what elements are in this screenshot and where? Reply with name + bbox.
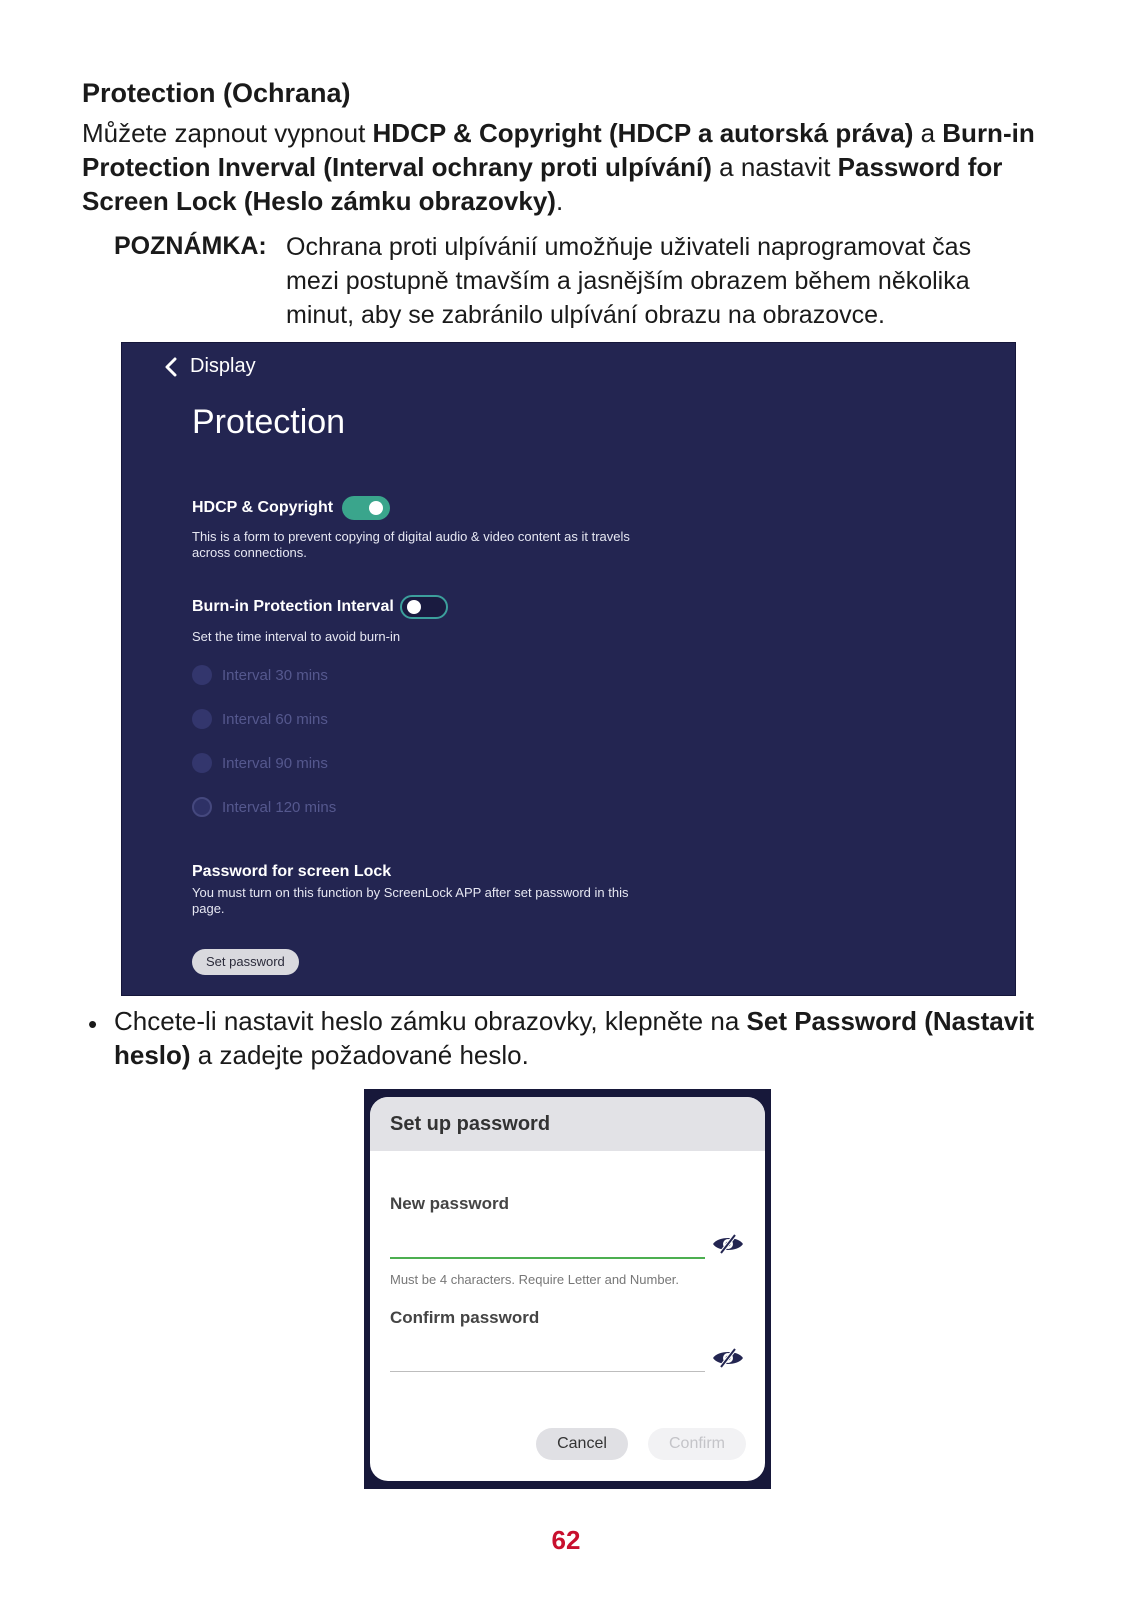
cancel-button[interactable]: Cancel [536,1428,628,1460]
intro-bold-burnin: Burn-in Protection Inverval (Interval ochrany proti ulpívání) [82,118,1035,182]
intro-paragraph [82,116,1062,218]
bullet-text-1: Chcete-li nastavit heslo zámku obrazovky, klepněte na [114,1006,747,1036]
note-text: Ochrana proti ulpívánií umožňuje uživateli naprogramovat čas mezi postupně tmavším a jasnějším obrazem během několika minut, aby se zabránilo ulpívání obrazu na obrazovce. [286,233,972,329]
password-hint: Must be 4 characters. Require Letter and Number. [390,1272,680,1287]
back-button[interactable] [164,355,256,378]
burnin-description: Set the time interval to avoid burn-in [192,629,401,644]
bullet-paragraph [114,1004,1054,1072]
intro-text-1: Můžete zapnout vypnout [82,118,373,148]
dialog-title: Set up password [370,1097,765,1151]
hdcp-description: This is a form to prevent copying of digital audio & video content as it travels across connections. [192,529,630,560]
intro-text-2: a [913,118,943,148]
page-number: 62 [551,1525,581,1555]
screen-title: Protection [192,403,346,441]
interval-option-120[interactable] [192,797,336,817]
new-password-label: New password [390,1194,510,1213]
interval-option-90[interactable] [192,753,328,773]
radio-icon [192,709,212,729]
screenlock-label: Password for screen Lock [192,863,392,880]
hdcp-label: HDCP & Copyright [192,499,334,516]
protection-settings-screen [121,342,1016,996]
bullet-bold: Set Password (Nastavit heslo) [114,1006,1035,1070]
interval-option-30[interactable] [192,665,328,685]
intro-text-4: . [555,186,564,216]
set-password-button[interactable]: Set password [192,949,299,975]
screenlock-description: You must turn on this function by ScreenLock APP after set password in this page. [192,885,629,916]
confirm-button[interactable]: Confirm [648,1428,746,1460]
section-title: Protection (Ochrana) [82,78,351,108]
note-label: POZNÁMKA: [114,232,267,260]
intro-text-3: a nastavit [711,152,838,182]
intro-bold-password: Password for Screen Lock (Heslo zámku obrazovky) [82,152,1003,216]
set-password-dialog [370,1097,765,1481]
interval-option-60[interactable] [192,709,328,729]
confirm-password-label: Confirm password [390,1308,540,1327]
bullet-text-2: a zadejte požadované heslo. [190,1040,529,1070]
interval-label: Interval 120 mins [222,798,337,816]
intro-bold-hdcp: HDCP & Copyright (HDCP a autorská práva) [372,118,914,148]
toggle-knob [407,600,421,614]
interval-label: Interval 60 mins [222,710,328,728]
back-label: Display [190,355,256,377]
radio-icon [192,665,212,685]
radio-icon [192,753,212,773]
bullet-icon: • [88,1009,98,1039]
password-dialog-screen [364,1089,771,1489]
interval-label: Interval 30 mins [222,666,328,684]
eye-slash-icon[interactable] [712,1347,744,1369]
eye-slash-icon[interactable] [712,1233,744,1255]
radio-selected-icon [192,797,212,817]
new-password-input[interactable] [390,1257,705,1259]
burnin-toggle[interactable] [400,595,448,619]
toggle-knob [369,501,383,515]
hdcp-toggle[interactable] [342,496,390,520]
chevron-left-icon [164,357,178,377]
confirm-password-input[interactable] [390,1371,705,1372]
interval-label: Interval 90 mins [222,754,328,772]
burnin-label: Burn-in Protection Interval [192,598,394,615]
